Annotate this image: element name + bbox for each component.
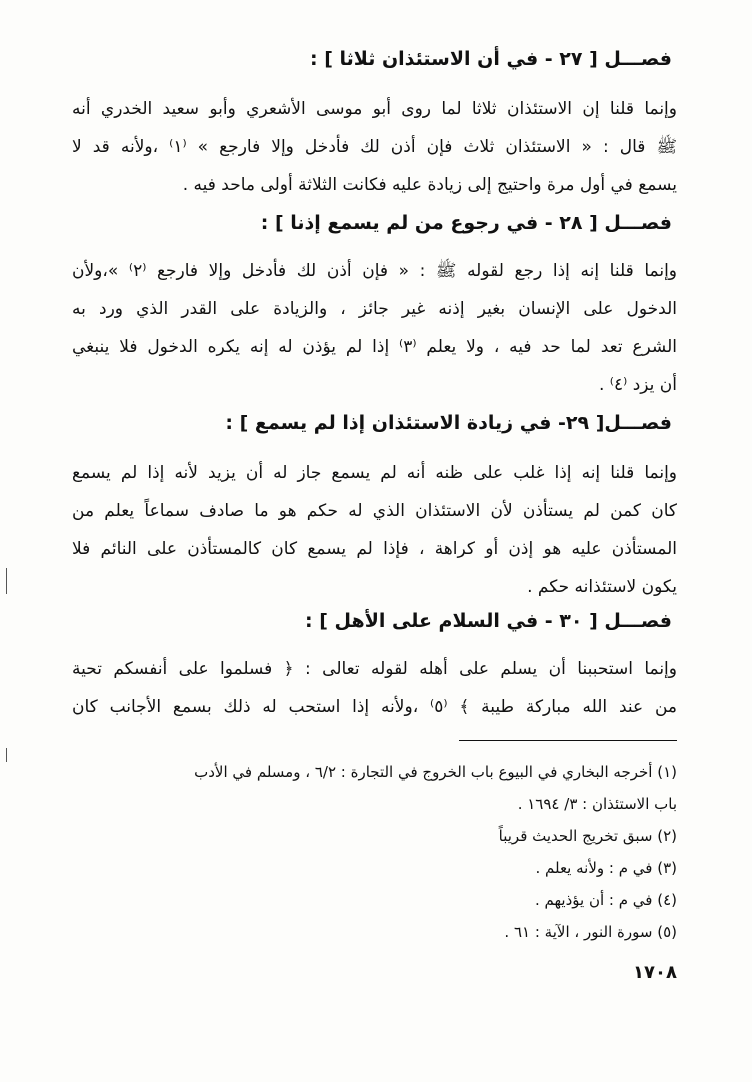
text-line: وإنما قلنا إن الاستئذان ثلاثا لما روى أبو موسى الأشعري وأبو سعيد الخدري أنه [72, 99, 677, 119]
section-body-28 [72, 252, 677, 404]
text-line: أن يزد ⁽٤⁾ . [599, 375, 677, 395]
text-line: يكون لاستئذانه حكم . [527, 577, 677, 597]
footnote: (٢) سبق تخريج الحديث قريباً [498, 827, 677, 845]
section-heading-30: فصـــل [ ٣٠ - في السلام على الأهل ] : [305, 610, 672, 632]
text-line: الدخول على الإنسان بغير إذنه غير جائز ، والزيادة على القدر الذي ورد به [72, 299, 677, 319]
scan-margin-mark [6, 568, 7, 594]
footnote: باب الاستئذان : ٣/ ١٦٩٤ . [517, 795, 677, 813]
section-body-29 [72, 454, 677, 606]
footnotes [72, 756, 677, 948]
text-line: وإنما قلنا إنه إذا غلب على ظنه أنه لم يسمع جاز له أن يزيد لأنه إذا لم يسمع [72, 463, 677, 483]
footnote: (١) أخرجه البخاري في البيوع باب الخروج في التجارة : ٦/٢ ، ومسلم في الأدب [194, 763, 677, 781]
text-line: المستأذن عليه هو إذن أو كراهة ، فإذا لم يسمع كان كالمستأذن على النائم فلا [72, 539, 677, 559]
page-number: ١٧٠٨ [633, 962, 677, 983]
footnote: (٥) سورة النور ، الآية : ٦١ . [504, 923, 677, 941]
footnote: (٣) في م : ولأنه يعلم . [535, 859, 677, 877]
scan-margin-mark [6, 748, 7, 762]
section-heading-27: فصـــل [ ٢٧ - في أن الاستئذان ثلاثا ] : [310, 48, 672, 70]
text-line: يسمع في أول مرة واحتيج إلى زيادة عليه فكانت الثلاثة أولى ماحد فيه . [182, 175, 677, 195]
text-line: من عند الله مباركة طيبة ﴾ ⁽٥⁾ ،ولأنه إذا استحب له ذلك بسمع الأجانب كان [72, 697, 678, 717]
text-line: الشرع تعد لما حد فيه ، ولا يعلم ⁽٣⁾ إذا لم يؤذن له إنه يكره الدخول فلا ينبغي [72, 337, 677, 357]
text-line: وإنما استحببنا أن يسلم على أهله لقوله تعالى : ﴿ فسلموا على أنفسكم تحية [72, 659, 677, 679]
footnote: (٤) في م : أن يؤذيهم . [534, 891, 677, 909]
section-body-30 [72, 650, 677, 726]
section-heading-29: فصـــل[ ٢٩- في زيادة الاستئذان إذا لم يسمع ] : [225, 412, 672, 434]
footnote-divider [459, 740, 677, 741]
text-line: وإنما قلنا إنه إذا رجع لقوله ﷺ : « فإن أذن لك فأدخل وإلا فارجع ⁽٢⁾ »،ولأن [72, 261, 678, 281]
text-line: ﷺ قال : « الاستئذان ثلاث فإن أذن لك فأدخل وإلا فارجع » ⁽١⁾ ،ولأنه قد لا [72, 137, 677, 157]
text-line: كان كمن لم يستأذن لأن الاستئذان الذي له حكم هو ما صادف سماعاً يعلم من [72, 501, 677, 521]
section-body-27 [72, 90, 677, 204]
section-heading-28: فصـــل [ ٢٨ - في رجوع من لم يسمع إذنا ] : [260, 212, 672, 234]
